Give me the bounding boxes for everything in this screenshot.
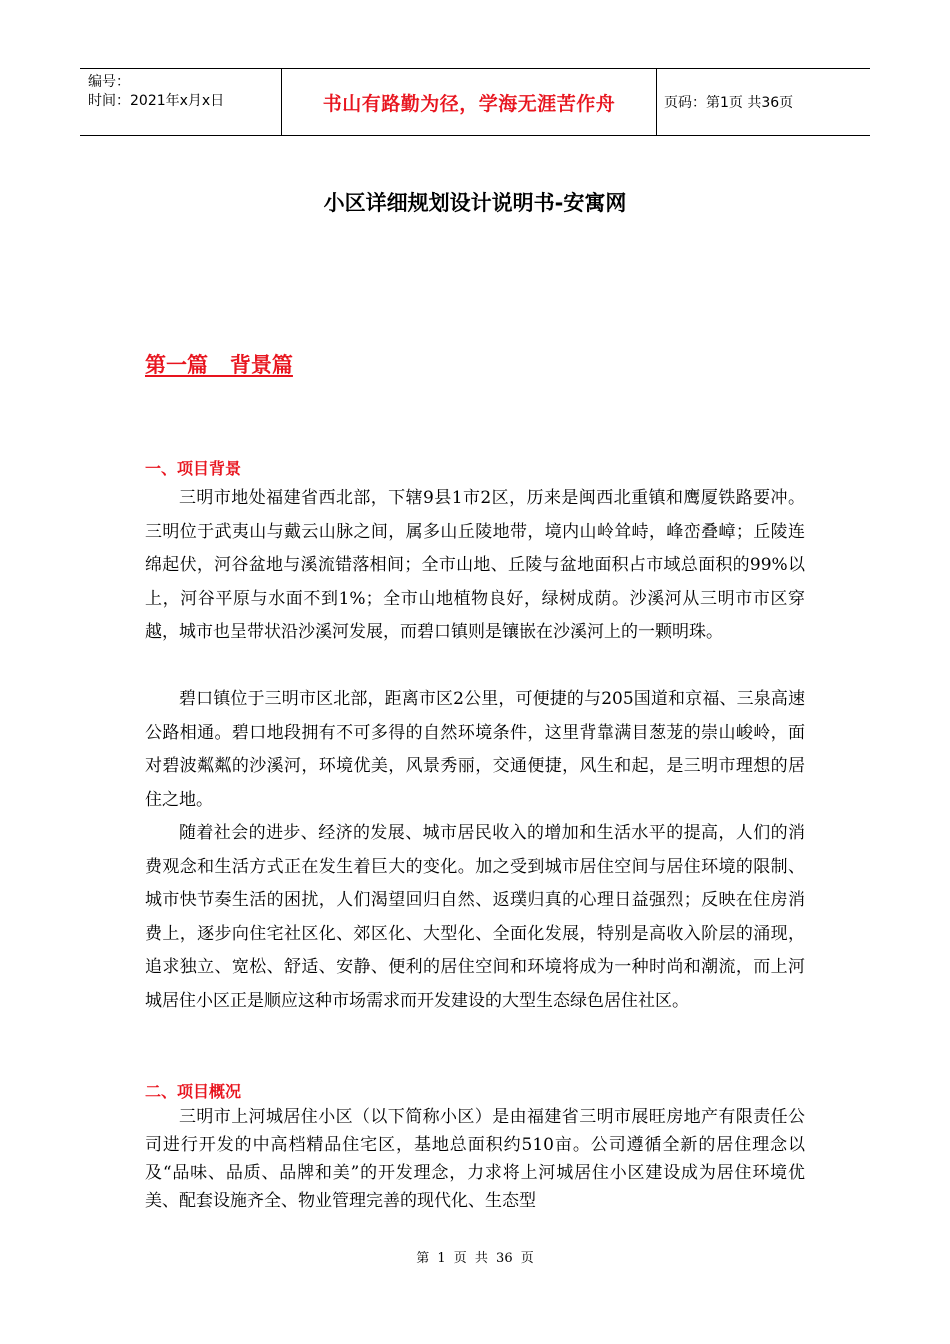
paragraph-background-1: 三明市地处福建省西北部，下辖9县1市2区，历来是闽西北重镇和鹰厦铁路要冲。三明位于武夷山与戴云山脉之间，属多山丘陵地带，境内山岭耸峙，峰峦叠嶂；丘陵连绵起伏，河谷盆地与溪流错落相间；全市山地、丘陵与盆地面积占市域总面积的99%以上，河谷平原与水面不到1%；全市山地植物良好，绿树成荫。沙溪河从三明市市区穿越，城市也呈带状沿沙溪河发展，而碧口镇则是镶嵌在沙溪河上的一颗明珠。: [145, 488, 805, 642]
section-title-overview: 二、项目概况: [145, 1082, 242, 1101]
header-motto: 书山有路勤为径，学海无涯苦作舟: [281, 69, 657, 135]
page-footer: 第 1 页 共 36 页: [416, 1251, 534, 1266]
section-title-background: 一、项目背景: [145, 459, 242, 478]
paragraph-background-3: 随着社会的进步、经济的发展、城市居民收入的增加和生活水平的提高，人们的消费观念和生活方式正在发生着巨大的变化。加之受到城市居住空间与居住环境的限制、城市快节奏生活的困扰，人们渴望回归自然、返璞归真的心理日益强烈；反映在住房消费上，逐步向住宅社区化、郊区化、大型化、全面化发展，特别是高收入阶层的涌现，追求独立、宽松、舒适、安静、便利的居住空间和环境将成为一种时尚和潮流，而上河城居住小区正是顺应这种市场需求而开发建设的大型生态绿色居住社区。: [145, 823, 805, 1011]
header-meta: [80, 69, 281, 135]
serial-label: 编号：: [88, 74, 130, 90]
chapter-heading: 第一篇 背景篇: [145, 353, 293, 377]
header-table: [80, 68, 870, 136]
document-title: 小区详细规划设计说明书-安寓网: [323, 191, 627, 215]
time-label: 时间：2021年x月x日: [88, 93, 225, 109]
header-page-info: 页码：第1页 共36页: [664, 95, 794, 111]
paragraph-background-2: 碧口镇位于三明市区北部，距离市区2公里，可便捷的与205国道和京福、三泉高速公路相通。碧口地段拥有不可多得的自然环境条件，这里背靠满目葱茏的崇山峻岭，面对碧波粼粼的沙溪河，环境优美，风景秀丽，交通便捷，风生和起，是三明市理想的居住之地。: [145, 689, 805, 810]
paragraph-overview-1: 三明市上河城居住小区（以下简称小区）是由福建省三明市展旺房地产有限责任公司进行开发的中高档精品住宅区，基地总面积约510亩。公司遵循全新的居住理念以及“品味、品质、品牌和美”的开发理念，力求将上河城居住小区建设成为居住环境优美、配套设施齐全、物业管理完善的现代化、生态型: [145, 1107, 805, 1211]
